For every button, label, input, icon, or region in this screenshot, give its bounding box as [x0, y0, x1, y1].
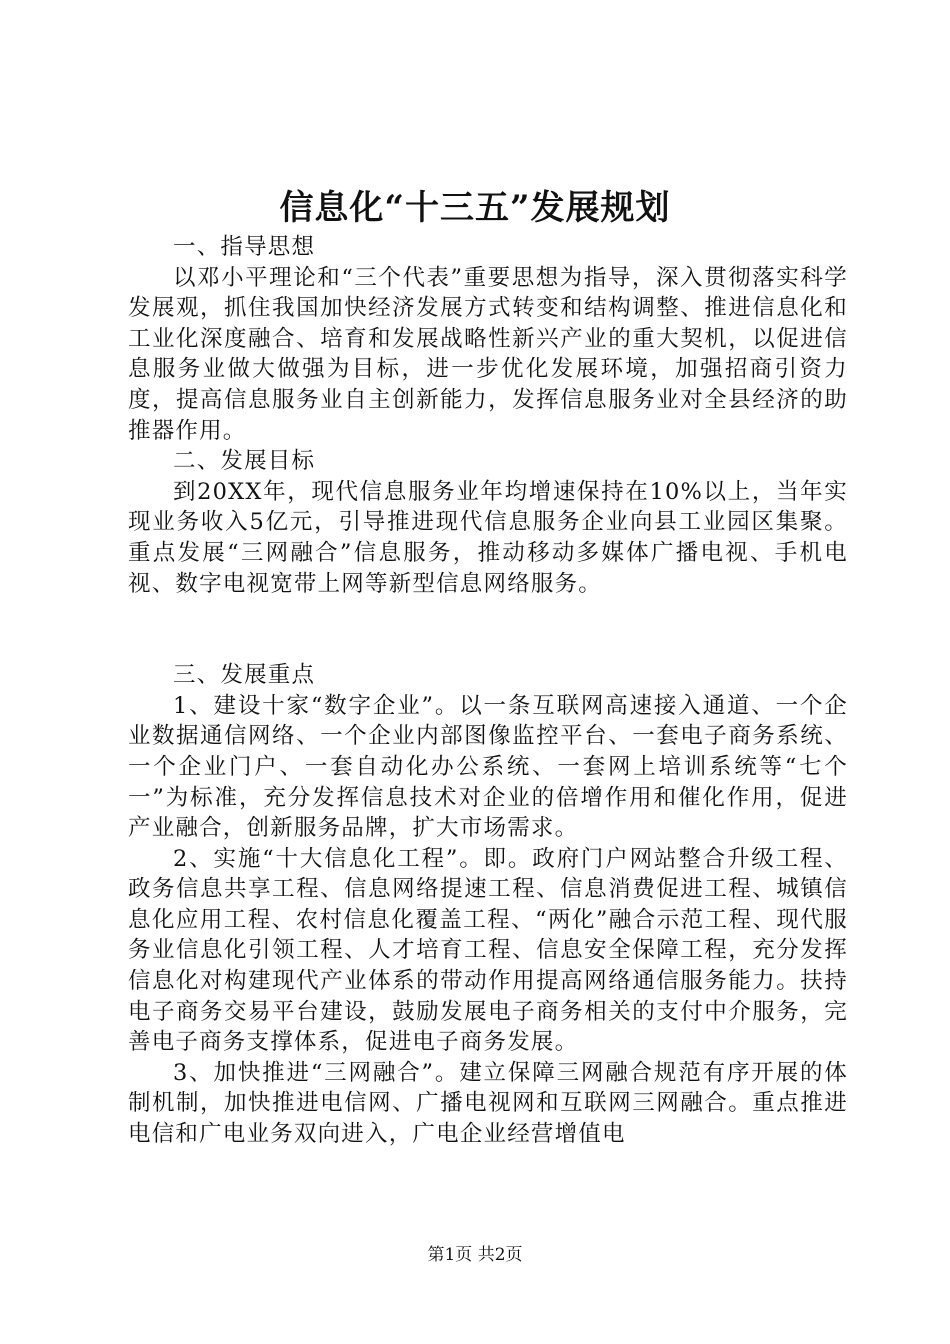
document-title: 信息化“十三五”发展规划 — [279, 188, 671, 228]
blank-line — [128, 599, 848, 660]
paragraph-development-goals: 到20XX年，现代信息服务业年均增速保持在10%以上，当年实现业务收入5亿元，引导推进现代信息服务企业向县工业园区集聚。重点发展“三网融合”信息服务，推动移动多媒体广播电视、手机电视、数字电视宽带上网等新型信息网络服务。 — [128, 478, 848, 597]
paragraph-guiding-ideology: 以邓小平理论和“三个代表”重要思想为指导，深入贯彻落实科学发展观，抓住我国加快经济发展方式转变和结构调整、推进信息化和工业化深度融合、培育和发展战略性新兴产业的重大契机，以促进信息服务业做大做强为目标，进一步优化发展环境，加强招商引资力度，提高信息服务业自主创新能力，发挥信息服务业对全县经济的助推器作用。 — [128, 264, 848, 444]
paragraph-ten-projects: 2、实施“十大信息化工程”。即。政府门户网站整合升级工程、政务信息共享工程、信息网络提速工程、信息消费促进工程、城镇信息化应用工程、农村信息化覆盖工程、“两化”融合示范工程、现代服务业信息化引领工程、人才培育工程、信息安全保障工程，充分发挥信息化对构建现代产业体系的带动作用提高网络通信服务能力。扶持电子商务交易平台建设，鼓励发展电子商务相关的支付中介服务，完善电子商务支撑体系，促进电子商务发展。 — [128, 845, 848, 1056]
section-heading-development-goals: 二、发展目标 — [173, 448, 316, 475]
page-footer: 第1页 共2页 — [427, 1245, 523, 1265]
section-heading-guiding-ideology: 一、指导思想 — [173, 234, 316, 260]
paragraph-three-networks: 3、加快推进“三网融合”。建立保障三网融合规范有序开展的体制机制，加快推进电信网、广播电视网和互联网三网融合。重点推进电信和广电业务双向进入，广电企业经营增值电 — [128, 1059, 848, 1148]
paragraph-digital-enterprise: 1、建设十家“数字企业”。以一条互联网高速接入通道、一个企业数据通信网络、一个企业内部图像监控平台、一套电子商务系统、一个企业门户、一套自动化办公系统、一套网上培训系统等“七个一”为标准，充分发挥信息技术对企业的倍增作用和催化作用，促进产业融合，创新服务品牌，扩大市场需求。 — [128, 692, 848, 842]
document-body — [128, 232, 848, 1150]
section-heading-development-focus: 三、发展重点 — [173, 662, 316, 689]
